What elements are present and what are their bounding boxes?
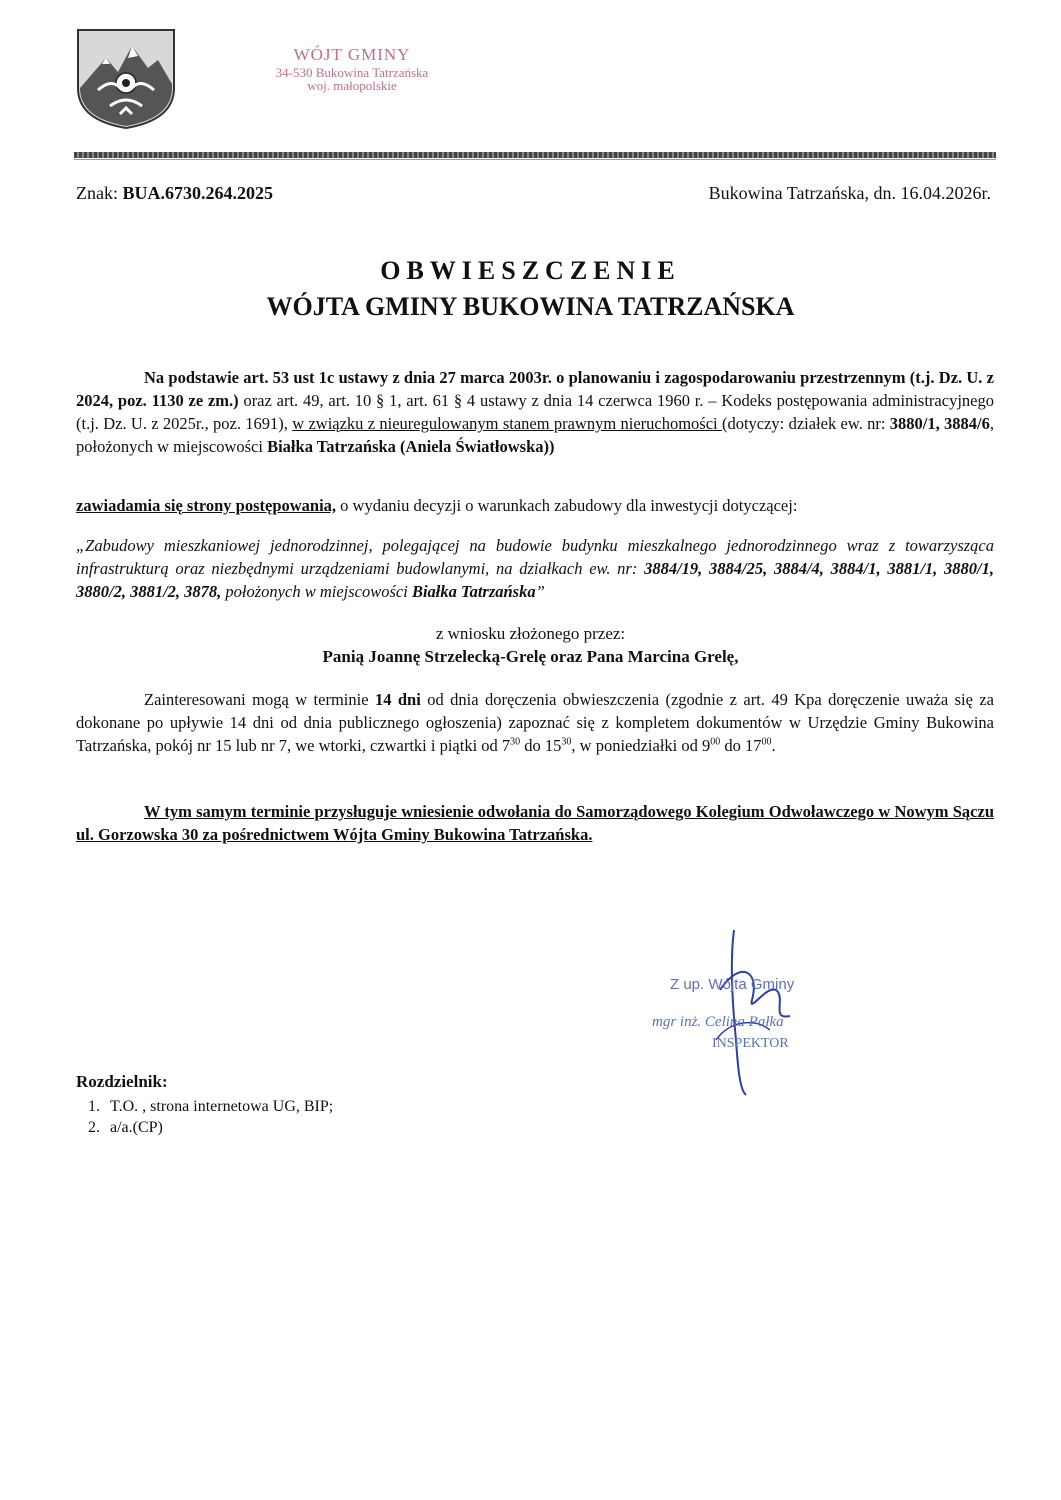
investment-description <box>76 534 994 603</box>
investment-quote-close: ” <box>535 582 545 601</box>
investment-parcels: 3884/19, 3884/25, 3884/4, 3884/1, 3881/1, 3880/1, 3880/2, 3881/2, 3878, <box>76 559 994 601</box>
inspection-text-d: do 15 <box>520 736 562 755</box>
parcels-numbers: 3880/1, 3884/6 <box>889 414 990 433</box>
appeal-text: W tym samym terminie przysługuje wniesienie odwołania do Samorządowego Kolegium Odwoławczego w Nowym Sączu ul. Gorzowska 30 za pośrednictwem Wójta Gminy Bukowina Tatrzańska. <box>76 802 994 844</box>
list-item-text: a/a.(CP) <box>110 1119 163 1136</box>
notification-bold: zawiadamia się strony postępowania, <box>76 496 337 515</box>
appeal-paragraph <box>76 800 994 846</box>
reference-label: Znak: <box>76 183 118 203</box>
inspection-text-g: . <box>771 736 776 755</box>
time-sup-4: 00 <box>761 736 772 748</box>
header-divider <box>74 152 996 158</box>
time-sup-1: 30 <box>510 736 521 748</box>
request-line: z wniosku złożonego przez: <box>435 624 626 643</box>
stamp-line-2: 34-530 Bukowina Tatrzańska <box>275 64 429 80</box>
stamp-line-3: woj. małopolskie <box>307 78 397 94</box>
investment-location: Białka Tatrzańska <box>411 582 536 601</box>
legal-basis-text: oraz art. 49, art. 10 § 1, art. 61 § 4 ustawy z dnia 14 czerwca 1960 r. – Kodeks postępowania administracyjnego (t.j. Dz. U. z 2025r., poz. 1691), <box>76 391 994 433</box>
reference-value: BUA.6730.264.2025 <box>122 183 274 203</box>
notification-text: o wydaniu decyzji o warunkach zabudowy dla inwestycji dotyczącej: <box>336 496 798 515</box>
inspection-paragraph <box>76 688 994 757</box>
inspection-text-f: do 17 <box>720 736 762 755</box>
legal-basis-bold: Na podstawie art. 53 ust 1c ustawy z dnia 27 marca 2003r. o planowaniu i zagospodarowaniu przestrzennym (t.j. Dz. U. z 2024, poz. 1130 ze zm.) <box>76 368 994 410</box>
handwritten-signature-icon <box>660 920 860 1100</box>
stamp-line-1: WÓJT GMINY <box>293 45 411 64</box>
distribution-heading: Rozdzielnik: <box>76 1072 168 1091</box>
municipality-crest-icon <box>76 28 176 130</box>
distribution-list <box>88 1096 333 1138</box>
inspection-deadline: 14 dni <box>374 690 421 709</box>
time-sup-2: 30 <box>561 736 572 748</box>
legal-basis-paragraph <box>76 366 994 458</box>
investment-location-text: położonych w miejscowości <box>221 582 412 601</box>
list-item-number: 1. <box>88 1098 100 1115</box>
parcels-location: Białka Tatrzańska (Aniela Światłowska)) <box>267 437 555 456</box>
time-sup-3: 00 <box>710 736 721 748</box>
legal-status-note: w związku z nieuregulowanym stanem prawnym nieruchomości <box>292 414 722 433</box>
notification-paragraph <box>76 494 994 517</box>
inspection-text-c: od dnia doręczenia obwieszczenia (zgodnie z art. 49 Kpa doręczenie uważa się za dokonane po upływie 14 dni od dnia publicznego ogłoszenia) zapoznać się z kompletem dokumentów w Urzędzie Gminy Bukowina Tatrzańska, pokój nr 15 lub nr 7, we wtorki, czwartki i piątki od 7 <box>76 690 994 755</box>
inspection-text-e: , w poniedziałki od 9 <box>571 736 711 755</box>
list-item-number: 2. <box>88 1119 100 1136</box>
list-item <box>88 1117 333 1138</box>
document-subtitle: WÓJTA GMINY BUKOWINA TATRZAŃSKA <box>266 292 795 321</box>
signature-line-2: mgr inż. Celina Pałka <box>652 1014 784 1030</box>
document-title: OBWIESZCZENIE <box>380 256 681 285</box>
applicants: Panią Joannę Strzelecką-Grelę oraz Pana Marcina Grelę, <box>322 647 739 666</box>
list-item <box>88 1096 333 1117</box>
signature-line-1: Z up. Wójta Gminy <box>670 976 795 993</box>
header-divider-thin <box>74 159 996 160</box>
signature-line-3: INSPEKTOR <box>712 1036 789 1051</box>
list-item-text: T.O. , strona internetowa UG, BIP; <box>110 1098 334 1115</box>
place-date: Bukowina Tatrzańska, dn. 16.04.2026r. <box>708 183 991 203</box>
parcels-location-text: , położonych w miejscowości <box>76 414 995 456</box>
office-stamp <box>232 46 472 93</box>
reference-number <box>76 183 273 204</box>
parcels-intro: (dotyczy: działek ew. nr: <box>721 414 890 433</box>
investment-text: „Zabudowy mieszkaniowej jednorodzinnej, polegającej na budowie budynku mieszkalnego jednorodzinnego wraz z towarzysząca infrastrukturą oraz niezbędnymi urządzeniami budowlanymi, na działkach ew. nr: <box>76 536 994 578</box>
inspection-text-a: Zainteresowani mogą w terminie <box>144 690 375 709</box>
